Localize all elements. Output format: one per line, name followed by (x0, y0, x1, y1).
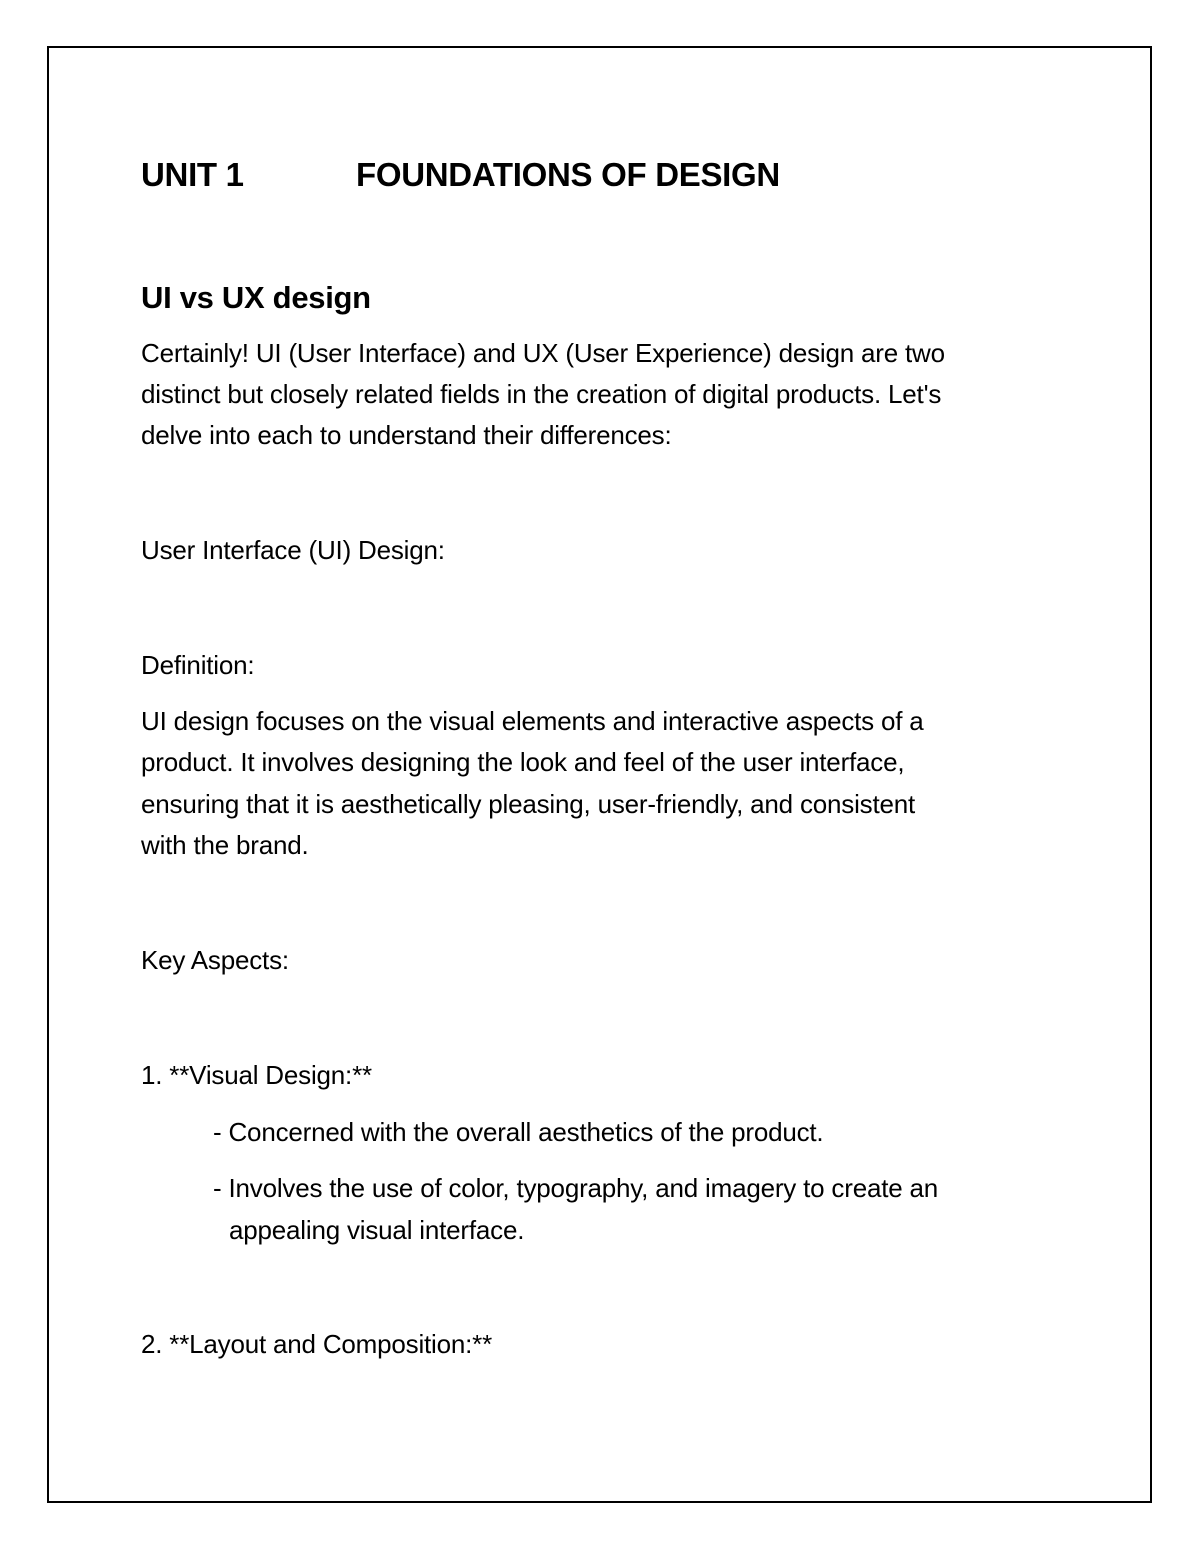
definition-line-1: UI design focuses on the visual elements and interactive aspects of a (141, 706, 924, 736)
list-item-1-bullet-1: - Concerned with the overall aesthetics of the product. (213, 1117, 824, 1147)
intro-line-2: distinct but closely related fields in the creation of digital products. Let's (141, 379, 942, 409)
list-item-1-title: 1. **Visual Design:** (141, 1060, 372, 1090)
section-heading: UI vs UX design (141, 280, 371, 315)
definition-line-3: ensuring that it is aesthetically pleasing, user-friendly, and consistent (141, 789, 916, 819)
definition-label: Definition: (141, 650, 255, 680)
intro-line-3: delve into each to understand their differences: (141, 420, 672, 450)
unit-title-text: FOUNDATIONS OF DESIGN (356, 156, 780, 193)
list-item-1-bullet-2-cont: appealing visual interface. (229, 1215, 525, 1245)
unit-label: UNIT 1 (141, 156, 244, 193)
definition-line-4: with the brand. (141, 830, 309, 860)
ui-heading: User Interface (UI) Design: (141, 535, 445, 565)
list-item-1-bullet-2: - Involves the use of color, typography, and imagery to create an (213, 1173, 939, 1203)
unit-title (141, 157, 780, 193)
intro-line-1: Certainly! UI (User Interface) and UX (User Experience) design are two (141, 338, 945, 368)
list-item-2-title: 2. **Layout and Composition:** (141, 1329, 493, 1359)
key-aspects-label: Key Aspects: (141, 945, 289, 975)
definition-line-2: product. It involves designing the look and feel of the user interface, (141, 747, 905, 777)
